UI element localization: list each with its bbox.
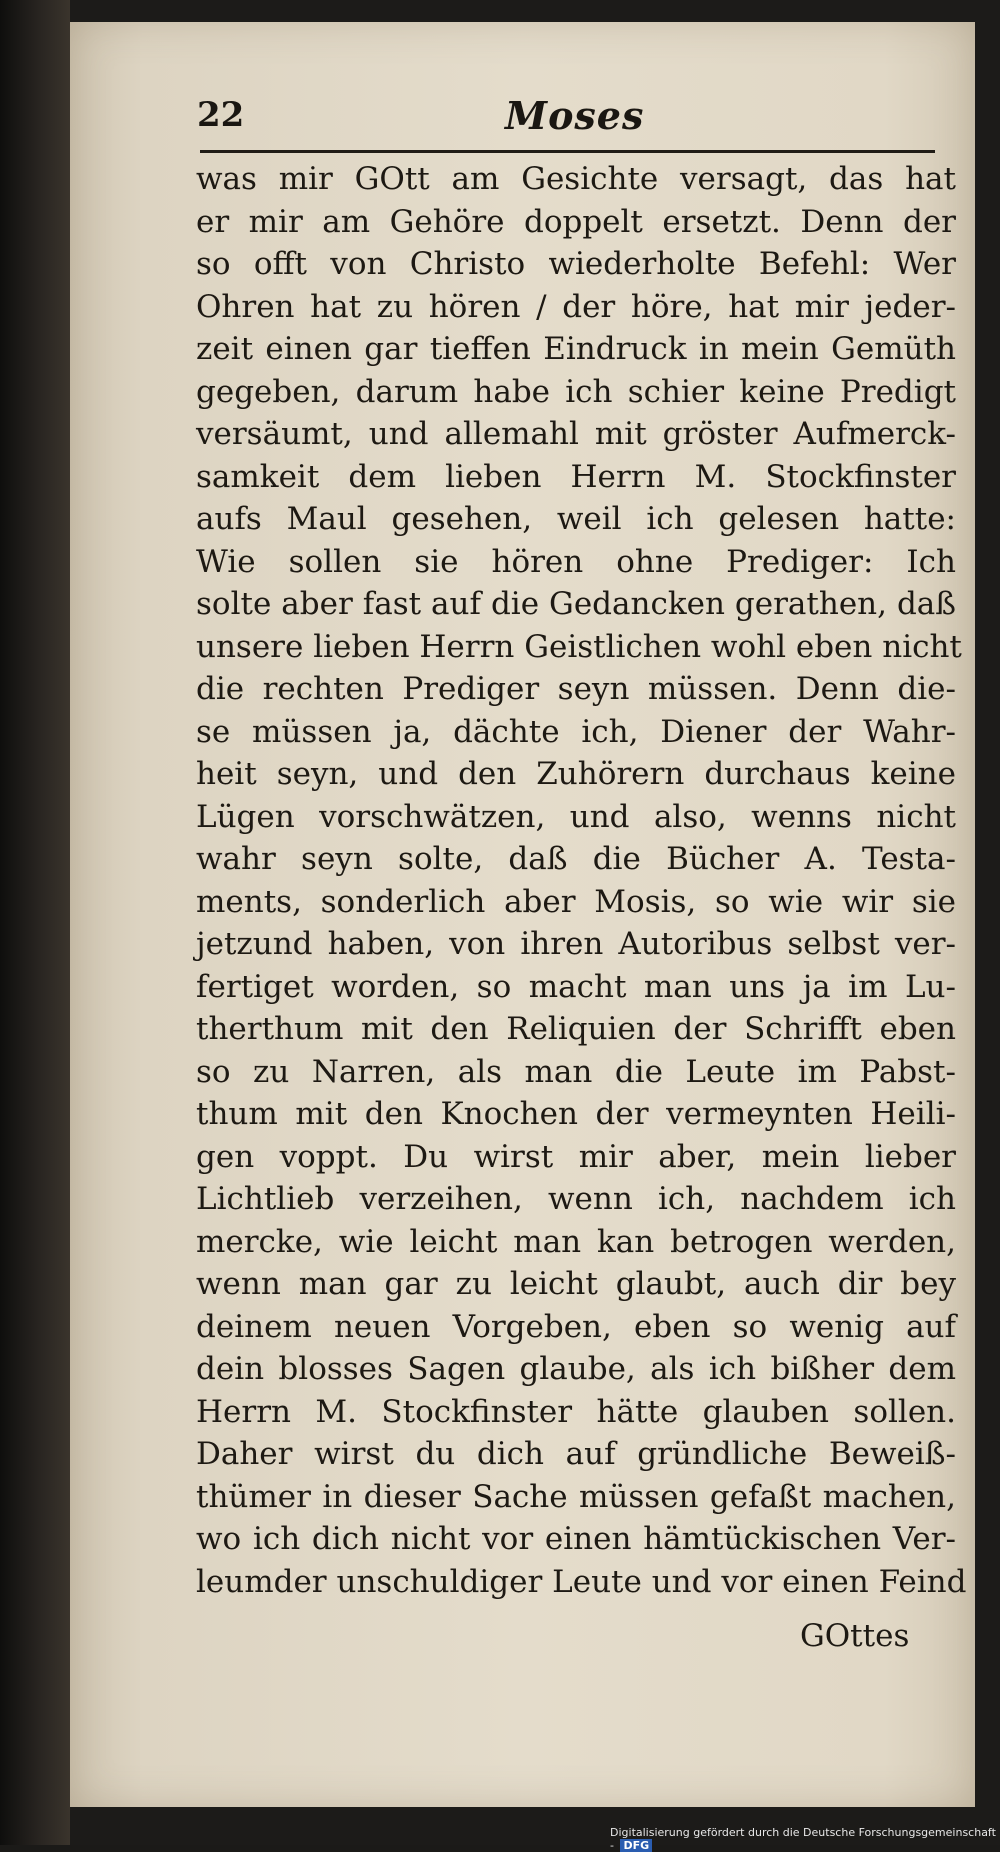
text-line: therthum mit den Reliquien der Schrifft eben — [196, 1011, 956, 1047]
text-line: jetzund haben, von ihren Autoribus selbst ver- — [196, 926, 956, 962]
text-line: leumder unschuldiger Leute und vor einen Feind — [196, 1563, 967, 1600]
text-line: er mir am Gehöre doppelt ersetzt. Denn der — [196, 203, 956, 240]
text-line: zeit einen gar tieffen Eindruck in mein Gemüth — [196, 331, 956, 367]
text-line: deinem neuen Vorgeben, eben so wenig auf — [196, 1308, 956, 1345]
text-line: dein blosses Sagen glaube, als ich bißher dem — [196, 1351, 956, 1387]
text-line: Lichtlieb verzeihen, wenn ich, nachdem ich — [196, 1181, 956, 1217]
text-line: thum mit den Knochen der vermeynten Heili- — [196, 1096, 956, 1132]
text-line: heit seyn, und den Zuhörern durchaus keine — [196, 756, 956, 792]
text-line: Ohren hat zu hören / der höre, hat mir jeder- — [196, 288, 956, 325]
text-line: die rechten Prediger seyn müssen. Denn die- — [196, 671, 956, 707]
body-text — [196, 158, 967, 1603]
text-line: was mir GOtt am Gesichte versagt, das hat — [196, 161, 956, 197]
page-header — [125, 95, 935, 151]
text-line: wahr seyn solte, daß die Bücher A. Testa- — [196, 841, 956, 877]
header-rule — [200, 150, 935, 153]
text-line: Herrn M. Stockfinster hätte glauben sollen. — [196, 1393, 956, 1430]
dfg-logo: DFG — [620, 1839, 652, 1852]
credit-text: Digitalisierung gefördert durch die Deutsche Forschungsgemeinschaft - — [610, 1826, 996, 1852]
text-line: Wie sollen sie hören ohne Prediger: Ich — [196, 543, 956, 580]
text-line: Lügen vorschwätzen, und also, wenns nicht — [196, 798, 956, 835]
text-line: so offt von Christo wiederholte Befehl: Wer — [196, 246, 956, 282]
text-line: versäumt, und allemahl mit gröster Aufmerck- — [196, 416, 956, 452]
text-line: unsere lieben Herrn Geistlichen wohl eben nicht — [196, 628, 962, 665]
text-line: wo ich dich nicht vor einen hämtückischen Ver- — [196, 1521, 956, 1557]
text-line: aufs Maul gesehen, weil ich gelesen hatte: — [196, 501, 956, 537]
text-line: solte aber fast auf die Gedancken gerathen, daß — [196, 586, 956, 622]
text-line: ments, sonderlich aber Mosis, so wie wir sie — [196, 883, 956, 920]
text-line: samkeit dem lieben Herrn M. Stockfinster — [196, 458, 956, 495]
digitization-credit — [610, 1826, 1000, 1852]
text-line: mercke, wie leicht man kan betrogen werden, — [196, 1223, 956, 1260]
catchword: GOttes — [800, 1618, 910, 1654]
text-line: gegeben, darum habe ich schier keine Predigt — [196, 373, 956, 410]
text-line: Daher wirst du dich auf gründliche Beweiß- — [196, 1436, 956, 1472]
book-binding-edge — [0, 0, 70, 1845]
text-line: gen voppt. Du wirst mir aber, mein lieber — [196, 1138, 956, 1175]
page-number: 22 — [197, 95, 245, 135]
text-line: fertiget worden, so macht man uns ja im Lu- — [196, 968, 956, 1005]
text-line: wenn man gar zu leicht glaubt, auch dir bey — [196, 1266, 956, 1302]
running-head: Moses — [505, 93, 645, 138]
text-line: so zu Narren, als man die Leute im Pabst- — [196, 1053, 956, 1090]
text-line: se müssen ja, dächte ich, Diener der Wahr- — [196, 713, 956, 750]
text-line: thümer in dieser Sache müssen gefaßt machen, — [196, 1478, 956, 1515]
